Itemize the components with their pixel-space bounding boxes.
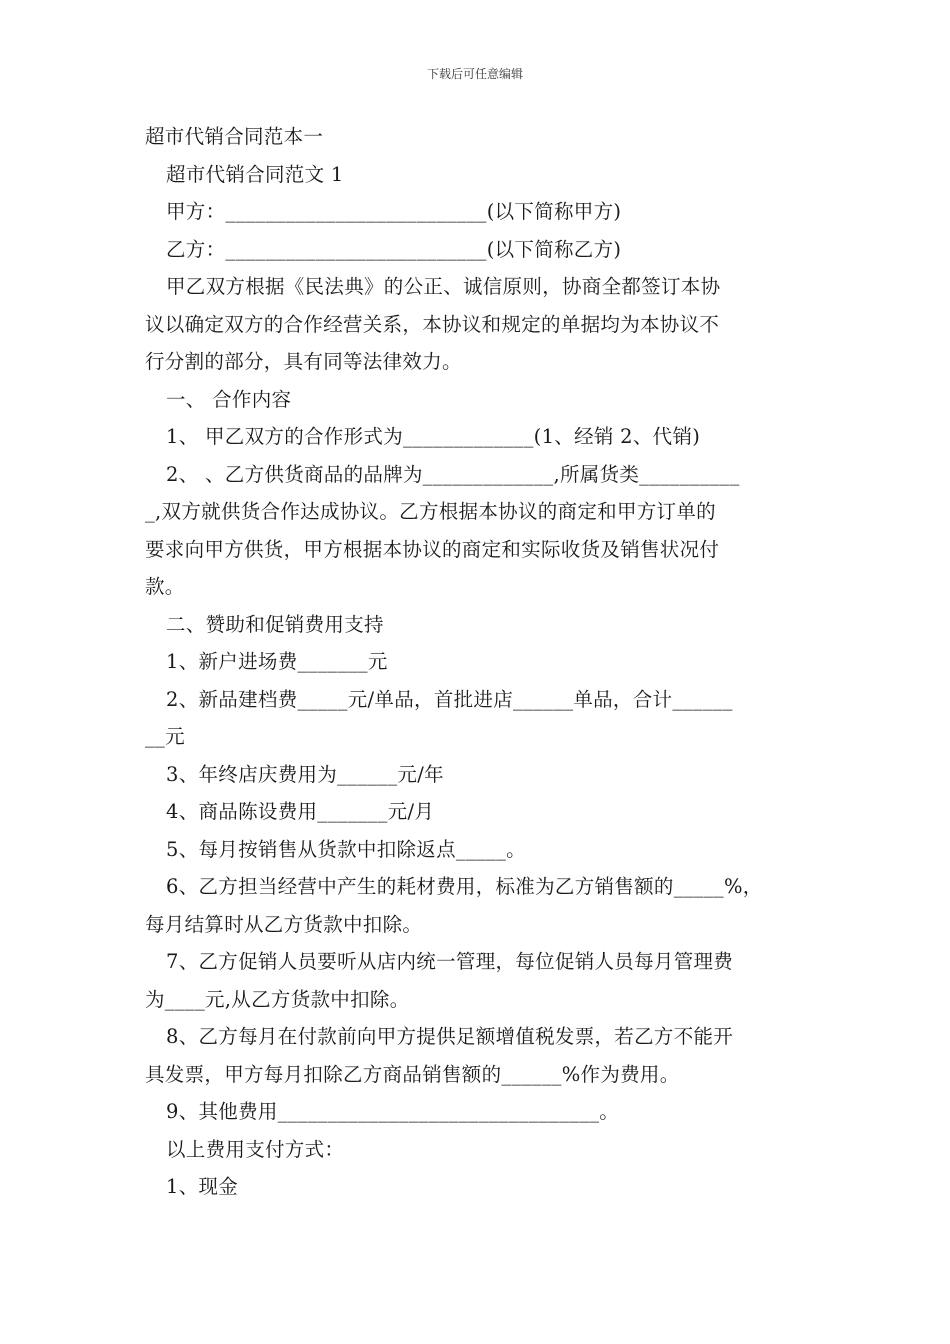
payment-heading: 以上费用支付方式： [166, 1137, 345, 1161]
clause-line: 每月结算时从乙方货款中扣除。 [145, 912, 423, 936]
clause-line: 1、新户进场费_______元 [166, 650, 388, 673]
clause-line: 具发票，甲方每月扣除乙方商品销售额的______%作为费用。 [145, 1062, 680, 1086]
clause-line: 1、 甲乙双方的合作形式为_____________(1、经销 2、代销) [166, 425, 701, 448]
clause-line: 4、商品陈设费用_______元/月 [166, 800, 435, 823]
party-b-line: 乙方：__________________________(以下简称乙方) [166, 237, 622, 261]
header-note: 下载后可任意编辑 [426, 67, 523, 81]
clause-line: 5、每月按销售从货款中扣除返点_____。 [166, 837, 526, 861]
document-title: 超市代销合同范本一 [145, 125, 324, 148]
clause-line: 款。 [145, 575, 185, 598]
paragraph-line: 议以确定双方的合作经营关系，本协议和规定的单据均为本协议不 [145, 312, 720, 336]
clause-line: 为____元,从乙方货款中扣除。 [145, 987, 410, 1011]
clause-line: _,双方就供货合作达成协议。乙方根据本协议的商定和甲方订单的 [145, 500, 716, 523]
clause-line: 9、其他费用________________________________。 [166, 1100, 620, 1123]
subtitle: 超市代销合同范文 1 [166, 162, 344, 186]
party-a-line: 甲方：__________________________(以下简称甲方) [166, 200, 622, 223]
section-heading: 一、 合作内容 [166, 387, 292, 411]
clause-line: 3、年终店庆费用为______元/年 [166, 762, 444, 786]
clause-line: 2、新品建档费_____元/单品，首批进店______单品，合计______ [166, 687, 733, 711]
clause-line: 7、乙方促销人员要听从店内统一管理，每位促销人员每月管理费 [166, 950, 734, 973]
clause-line: 8、乙方每月在付款前向甲方提供足额增值税发票，若乙方不能开 [166, 1025, 734, 1048]
clause-line: 2、 、乙方供货商品的品牌为_____________,所属货类__________ [166, 462, 740, 486]
clause-line: 1、现金 [166, 1175, 239, 1198]
clause-line: 要求向甲方供货，甲方根据本协议的商定和实际收货及销售状况付 [145, 537, 720, 561]
clause-line: __元 [145, 725, 185, 748]
clause-line: 6、乙方担当经营中产生的耗材费用，标准为乙方销售额的_____%， [166, 875, 763, 898]
document-body [145, 118, 810, 1206]
paragraph-line: 行分割的部分，具有同等法律效力。 [145, 350, 462, 373]
section-heading: 二、赞助和促销费用支持 [166, 612, 384, 636]
paragraph-line: 甲乙双方根据《民法典》的公正、诚信原则，协商全都签订本协 [166, 275, 721, 298]
